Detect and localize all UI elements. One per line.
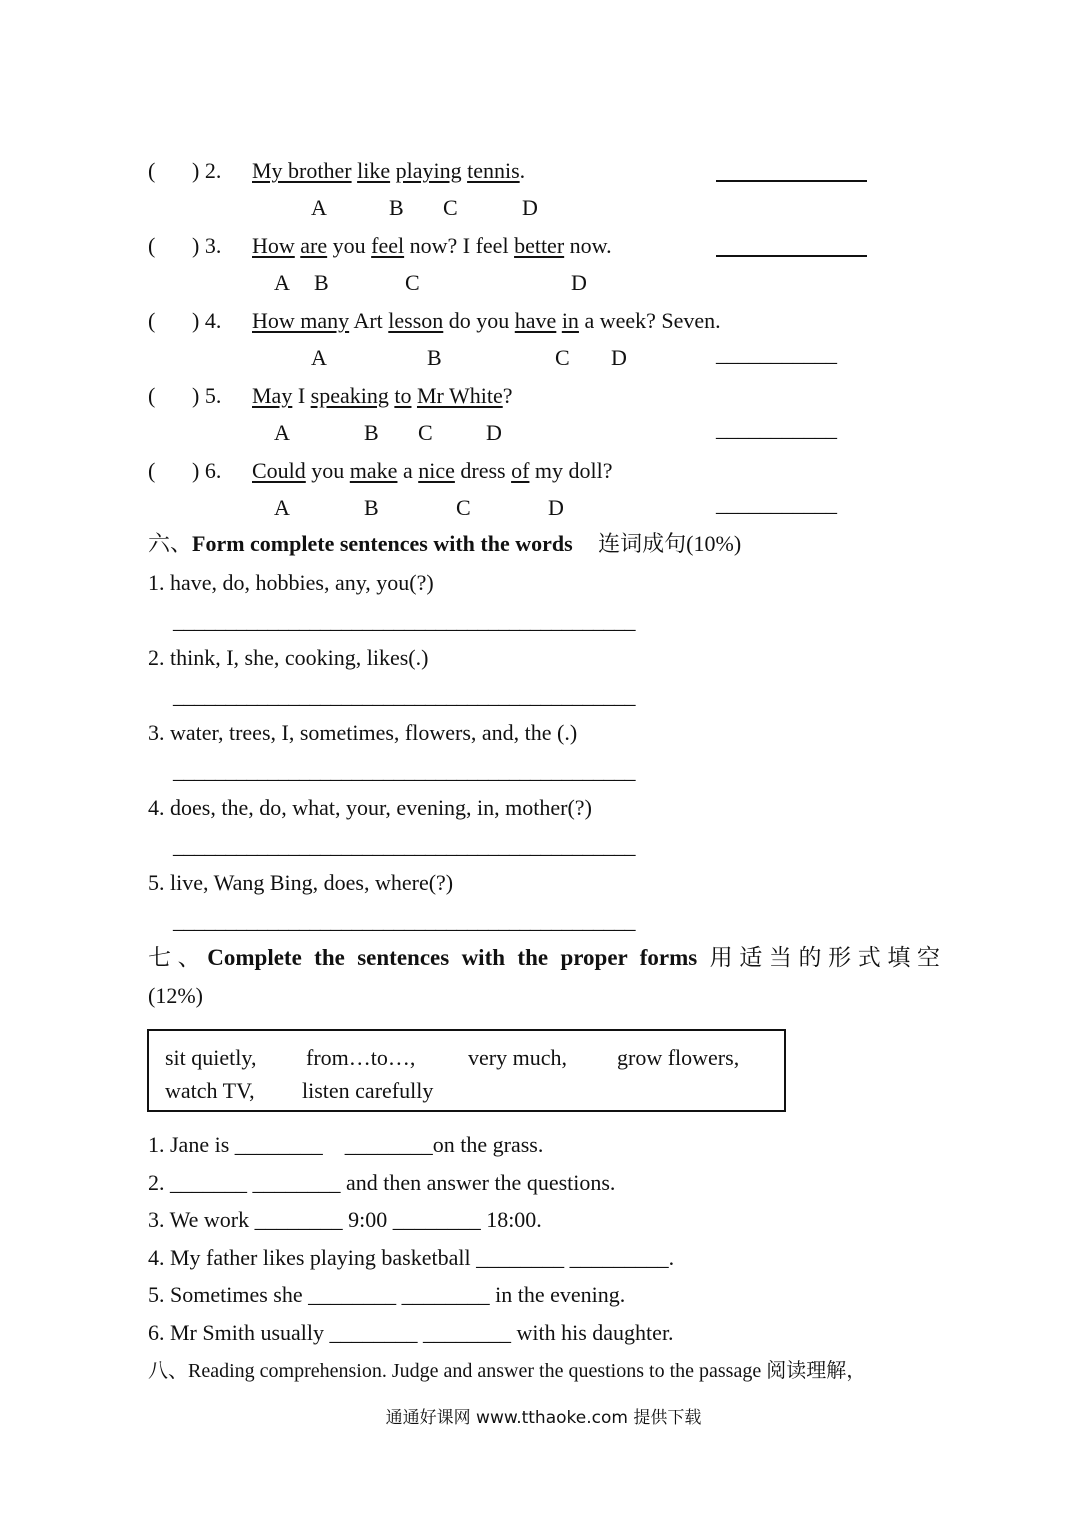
- option-letter: B: [364, 420, 379, 445]
- sentence-text: a: [397, 458, 419, 483]
- answer-paren-close-num: ) 6.: [192, 458, 222, 483]
- section8-title-num: 八、: [148, 1358, 188, 1382]
- word-order-question: 4. does, the, do, what, your, evening, in, mother(?): [148, 795, 592, 820]
- error-sentence: [252, 460, 613, 482]
- sentence-text: you: [305, 458, 350, 483]
- option-letter: C: [418, 420, 433, 445]
- word-order-question: 3. water, trees, I, sometimes, flowers, and, the (.): [148, 720, 578, 745]
- answer-line[interactable]: ____________________________________________: [173, 908, 635, 933]
- fill-blank-question: 5. Sometimes she ________ ________ in the evening.: [148, 1282, 626, 1307]
- error-sentence: [252, 310, 721, 332]
- answer-line[interactable]: [716, 255, 867, 257]
- section6-title-en: Form complete sentences with the words: [192, 531, 573, 556]
- word-bank-box: [147, 1029, 786, 1112]
- fill-blank-question: 4. My father likes playing basketball ________ _________.: [148, 1245, 675, 1270]
- answer-blank[interactable]: ___________: [716, 491, 837, 516]
- error-sentence: [252, 385, 513, 407]
- sentence-text: dress: [454, 458, 512, 483]
- underlined-part: like: [357, 158, 391, 183]
- error-sentence: [252, 235, 612, 257]
- option-letter: B: [427, 345, 442, 370]
- underlined-part: My brother: [252, 158, 352, 183]
- section7-title-cn: 用适当的形式填空: [709, 945, 941, 971]
- answer-line[interactable]: ____________________________________________: [173, 833, 635, 858]
- sentence-text: you: [327, 233, 372, 258]
- footer-text: 通通好课网 www.tthaoke.com 提供下载: [385, 1408, 702, 1428]
- answer-line[interactable]: ____________________________________________: [173, 683, 635, 708]
- answer-paren-open: (: [148, 233, 156, 258]
- option-letter: A: [311, 345, 327, 370]
- option-letter: A: [274, 420, 290, 445]
- section7-title: [148, 946, 940, 970]
- underlined-part: How: [252, 233, 295, 258]
- underlined-part: make: [349, 458, 398, 483]
- option-letter: C: [456, 495, 471, 520]
- option-letter: C: [443, 195, 458, 220]
- section6-title: [148, 533, 741, 556]
- underlined-part: Mr White: [416, 383, 503, 408]
- underlined-part: speaking: [310, 383, 389, 408]
- word-bank-item: listen carefully: [302, 1078, 434, 1103]
- word-order-question: 5. live, Wang Bing, does, where(?): [148, 870, 454, 895]
- section7-title-en: Complete the sentences with the proper forms: [207, 945, 698, 970]
- answer-paren-close-num: ) 4.: [192, 308, 222, 333]
- sentence-text: now? I feel: [404, 233, 515, 258]
- underlined-part: nice: [418, 458, 455, 483]
- underlined-part: Could: [252, 458, 306, 483]
- underlined-part: How many: [252, 308, 350, 333]
- option-letter: D: [522, 195, 538, 220]
- section8-title: [148, 1360, 866, 1381]
- underlined-part: in: [561, 308, 579, 333]
- option-letter: D: [571, 270, 587, 295]
- option-letter: A: [274, 495, 290, 520]
- sentence-text: .: [519, 158, 526, 183]
- answer-paren-close-num: ) 5.: [192, 383, 222, 408]
- underlined-part: of: [511, 458, 530, 483]
- underlined-part: better: [514, 233, 565, 258]
- option-letter: C: [555, 345, 570, 370]
- option-letter: A: [311, 195, 327, 220]
- answer-line[interactable]: [716, 180, 867, 182]
- section7-points: (12%): [148, 983, 203, 1008]
- section7-title-num: 七、: [148, 945, 208, 971]
- answer-line[interactable]: ____________________________________________: [173, 608, 635, 633]
- error-sentence: [252, 160, 525, 182]
- sentence-text: I: [292, 383, 311, 408]
- sentence-text: Art: [349, 308, 389, 333]
- answer-line[interactable]: ____________________________________________: [173, 758, 635, 783]
- underlined-part: lesson: [388, 308, 444, 333]
- answer-paren-open: (: [148, 458, 156, 483]
- section6-title-cn: 连词成句: [598, 532, 687, 557]
- fill-blank-question: 1. Jane is ________ ________on the grass.: [148, 1132, 544, 1157]
- answer-blank[interactable]: ___________: [716, 341, 837, 366]
- option-letter: D: [611, 345, 627, 370]
- section6-points: (10%): [686, 531, 742, 556]
- section6-title-num: 六、: [148, 532, 193, 557]
- sentence-text: ?: [502, 383, 513, 408]
- section8-title-cn: 阅读理解，: [766, 1358, 867, 1382]
- word-bank-item: sit quietly,: [165, 1045, 257, 1070]
- section8-title-en: Reading comprehension. Judge and answer the questions to the passage: [188, 1360, 762, 1382]
- option-letter: B: [314, 270, 329, 295]
- option-letter: B: [364, 495, 379, 520]
- word-bank-item: grow flowers,: [617, 1045, 740, 1070]
- underlined-part: have: [514, 308, 557, 333]
- sentence-text: a week? Seven.: [578, 308, 721, 333]
- option-letter: D: [548, 495, 564, 520]
- underlined-part: tennis: [467, 158, 520, 183]
- answer-paren-close-num: ) 2.: [192, 158, 222, 183]
- underlined-part: playing: [395, 158, 462, 183]
- word-bank-item: very much,: [468, 1045, 567, 1070]
- sentence-text: my doll?: [529, 458, 613, 483]
- underlined-part: feel: [371, 233, 405, 258]
- option-letter: D: [486, 420, 502, 445]
- answer-paren-open: (: [148, 308, 156, 333]
- option-letter: B: [389, 195, 404, 220]
- underlined-part: to: [394, 383, 412, 408]
- underlined-part: May: [252, 383, 293, 408]
- fill-blank-question: 6. Mr Smith usually ________ ________ with his daughter.: [148, 1320, 674, 1345]
- answer-paren-open: (: [148, 158, 156, 183]
- underlined-part: are: [300, 233, 328, 258]
- word-order-question: 1. have, do, hobbies, any, you(?): [148, 570, 434, 595]
- fill-blank-question: 2. _______ ________ and then answer the questions.: [148, 1170, 616, 1195]
- answer-blank[interactable]: ___________: [716, 416, 837, 441]
- word-bank-item: from…to…,: [306, 1045, 416, 1070]
- answer-paren-close-num: ) 3.: [192, 233, 222, 258]
- option-letter: A: [274, 270, 290, 295]
- sentence-text: now.: [564, 233, 612, 258]
- option-letter: C: [405, 270, 420, 295]
- answer-paren-open: (: [148, 383, 156, 408]
- sentence-text: do you: [443, 308, 515, 333]
- fill-blank-question: 3. We work ________ 9:00 ________ 18:00.: [148, 1207, 542, 1232]
- word-order-question: 2. think, I, she, cooking, likes(.): [148, 645, 429, 670]
- word-bank-item: watch TV,: [165, 1078, 255, 1103]
